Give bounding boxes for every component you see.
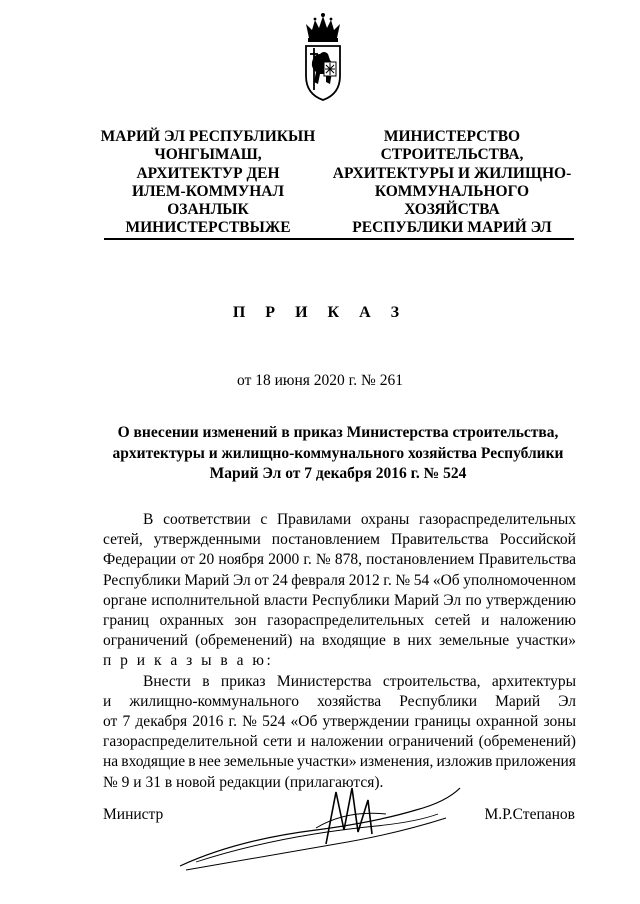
header-left-line: МАРИЙ ЭЛ РЕСПУБЛИКЫН [100, 128, 316, 145]
signatory-name: М.Р.Степанов [484, 806, 575, 823]
header-left-line: АРХИТЕКТУР ДЕН [136, 164, 280, 182]
header-right-line: КОММУНАЛЬНОГО [374, 182, 530, 200]
header-right-line: ХОЗЯЙСТВА [404, 201, 500, 219]
header-left-line: ИЛЕМ-КОММУНАЛ [131, 182, 285, 200]
header-left-line: ОЗАНЛЫК [167, 201, 249, 219]
body-line: сетей, утвержденными постановлением Правительства Российской [103, 531, 576, 549]
header-divider [104, 238, 574, 240]
body-line: В соответствии с Правилами охраны газораспределительных [143, 511, 576, 528]
body-line: п р и к а з ы в а ю: [103, 652, 274, 670]
order-subject [100, 423, 576, 485]
body-line: от 7 декабря 2016 г. № 524 «Об утверждении границы охранной зоны [103, 713, 576, 731]
subject-line: О внесении изменений в приказ Министерства строительства, [117, 424, 559, 441]
body-line: и жилищно-коммунального хозяйства Республики Марий Эл [103, 692, 576, 710]
header-right-line: СТРОИТЕЛЬСТВА, [380, 146, 524, 164]
body-line: органе исполнительной власти Республики Марий Эл по утверждению [103, 591, 576, 609]
header-left-line: МИНИСТЕРСТВЫЖЕ [125, 219, 291, 237]
body-line: на входящие в нее земельные участки» изменения, изложив приложения [103, 753, 576, 771]
body-line: Федерации от 20 ноября 2000 г. № 878, постановлением Правительства [103, 551, 576, 569]
handwritten-signature [176, 770, 466, 880]
subject-line: Марий Эл от 7 декабря 2016 г. № 524 [209, 465, 467, 482]
order-title: П Р И К А З [232, 304, 408, 321]
signatory-position: Министр [103, 806, 164, 823]
order-body [103, 510, 576, 793]
body-line: ограничений (обременений) на входящие в них земельные участки» [103, 632, 576, 650]
header-right-title [332, 128, 572, 238]
header-right-line: АРХИТЕКТУРЫ И ЖИЛИЩНО- [332, 164, 572, 182]
body-line: газораспределительной сети и наложении ограничений (обременений) [103, 733, 576, 751]
body-line: Внести в приказ Министерства строительства, архитектуры [143, 672, 576, 690]
subject-line: архитектуры и жилищно-коммунального хозяйства Республики [112, 444, 564, 462]
header-right-line: РЕСПУБЛИКИ МАРИЙ ЭЛ [352, 219, 552, 237]
body-line: Республики Марий Эл от 24 февраля 2012 г. № 54 «Об уполномоченном [103, 571, 576, 589]
order-date: от 18 июня 2020 г. № 261 [237, 372, 403, 389]
body-line: № 9 и 31 в новой редакции (прилагаются). [103, 773, 384, 791]
body-line: границ охранных зон газораспределительных сетей и наложению [103, 612, 576, 630]
coat-of-arms-emblem [300, 10, 346, 102]
header-right-line: МИНИСТЕРСТВО [383, 128, 521, 145]
header-left-title [92, 128, 324, 238]
header-left-line: ЧОНГЫМАШ, [154, 146, 262, 164]
